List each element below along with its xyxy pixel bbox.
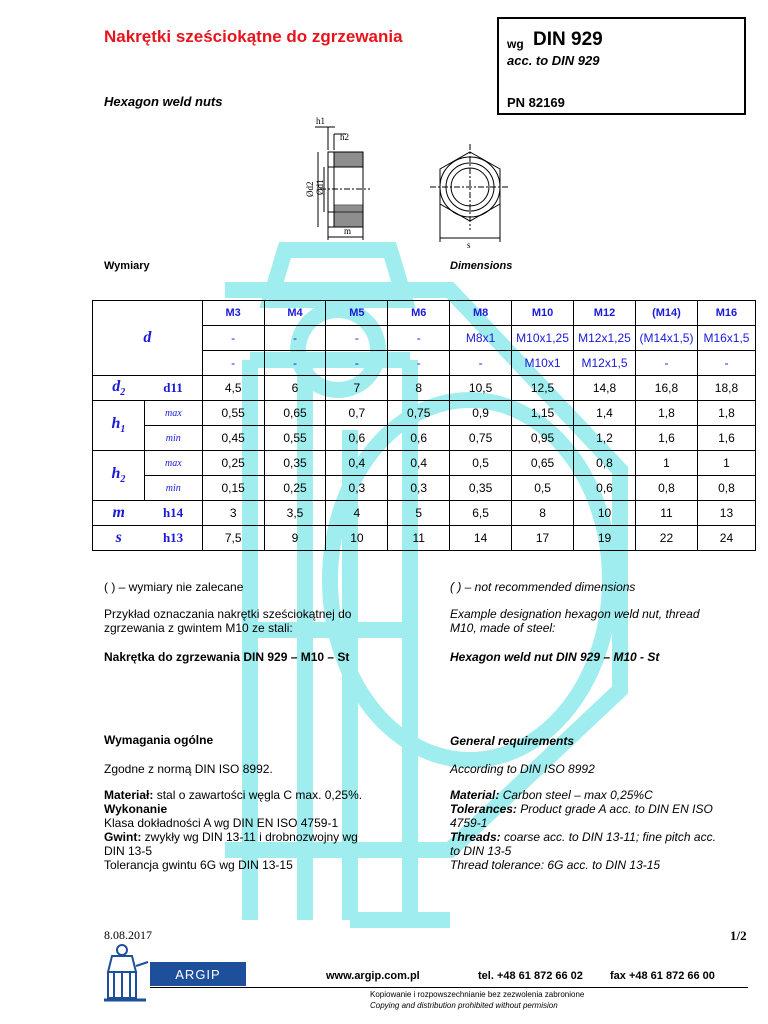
tolerance-d2: d11 (144, 376, 202, 401)
table-cell: 6 (264, 376, 326, 401)
brand-name: ARGIP (150, 962, 246, 986)
requirements-pl-block (104, 788, 434, 872)
table-cell: M8x1 (450, 326, 512, 351)
note-not-recommended-pl: ( ) – wymiary nie zalecane (104, 580, 244, 594)
table-cell: 4 (326, 501, 388, 526)
size-header: M5 (326, 301, 388, 326)
size-header: M4 (264, 301, 326, 326)
drawing-label-h2: h2 (340, 132, 349, 142)
table-cell: 7,5 (202, 526, 264, 551)
table-cell: 16,8 (635, 376, 697, 401)
size-header: M8 (450, 301, 512, 326)
thread-tolerance-en: Thread tolerance: 6G acc. to DIN 13-15 (450, 858, 661, 872)
drawing-label-m: m (344, 226, 352, 236)
copyright-pl: Kopiowanie i rozpowszechnianie bez zezwolenia zabronione (370, 990, 585, 999)
table-cell: - (635, 351, 697, 376)
table-cell: 0,75 (450, 426, 512, 451)
param-letter: h (111, 415, 121, 433)
min-label: min (144, 426, 202, 451)
table-cell: 3 (202, 501, 264, 526)
size-header: M6 (388, 301, 450, 326)
table-cell: 22 (635, 526, 697, 551)
param-d: d (93, 301, 203, 376)
table-cell: 0,8 (635, 476, 697, 501)
page-number: 1/2 (730, 928, 747, 943)
table-cell: 0,3 (326, 476, 388, 501)
param-m: m (93, 501, 145, 526)
max-label: max (144, 401, 202, 426)
klasa-pl: Klasa dokładności A wg DIN EN ISO 4759-1 (104, 816, 339, 830)
table-cell: 0,35 (450, 476, 512, 501)
table-cell: 0,4 (326, 451, 388, 476)
according-en: According to DIN ISO 8992 (450, 762, 595, 776)
table-row-h2-min (93, 476, 756, 501)
table-cell: 0,65 (264, 401, 326, 426)
table-cell: - (388, 326, 450, 351)
according-pl: Zgodne z normą DIN ISO 8992. (104, 762, 273, 776)
footer-date: 8.08.2017 (104, 928, 152, 942)
tolerances-en (450, 802, 750, 816)
table-cell: - (450, 351, 512, 376)
dimensions-label-pl: Wymiary (104, 260, 150, 272)
table-cell: 0,45 (202, 426, 264, 451)
param-sub: 2 (120, 474, 126, 486)
table-cell: 10 (574, 501, 636, 526)
table-cell: 1,4 (574, 401, 636, 426)
size-header: M3 (202, 301, 264, 326)
table-cell: M12x1,25 (574, 326, 636, 351)
requirements-heading-en: General requirements (450, 734, 575, 748)
table-cell: 6,5 (450, 501, 512, 526)
material-en (450, 788, 750, 802)
note-not-recommended-en: ( ) – not recommended dimensions (450, 580, 636, 594)
requirements-heading-pl: Wymagania ogólne (104, 733, 214, 747)
threads-en-text: coarse acc. to DIN 13-11; fine pitch acc. (500, 830, 716, 844)
table-cell: 0,8 (574, 451, 636, 476)
table-cell: 24 (697, 526, 755, 551)
table-cell: 1 (635, 451, 697, 476)
gwint-pl-line2: DIN 13-5 (104, 844, 153, 858)
table-cell: 0,25 (264, 476, 326, 501)
material-pl-text: stal o zawartości węgla C max. 0,25%. (153, 788, 363, 802)
table-cell: 0,6 (326, 426, 388, 451)
gwint-pl-text: zwykły wg DIN 13-11 i drobnozwojny wg (141, 830, 358, 844)
table-cell: - (326, 326, 388, 351)
footer-divider (150, 987, 748, 988)
fax-number: fax +48 61 872 66 00 (610, 970, 715, 982)
page-title: Nakrętki sześciokątne do zgrzewania (104, 27, 403, 46)
table-row-d2 (93, 376, 756, 401)
gwint-pl (104, 830, 434, 844)
table-cell: 0,15 (202, 476, 264, 501)
table-cell: - (697, 351, 755, 376)
table-cell: 1,2 (574, 426, 636, 451)
table-cell: 0,3 (388, 476, 450, 501)
threads-en-label: Threads: (450, 830, 501, 844)
dimensions-label-en: Dimensions (450, 260, 513, 272)
copyright-en: Copying and distribution prohibited without permision (370, 1001, 558, 1010)
table-cell: 0,6 (388, 426, 450, 451)
table-cell: 11 (388, 526, 450, 551)
material-pl-label: Materiał: (104, 788, 154, 802)
nut-drawing (290, 112, 530, 252)
tolerancja-pl: Tolerancja gwintu 6G wg DIN 13-15 (104, 858, 293, 872)
example-en-line: M10, made of steel: (450, 621, 556, 635)
table-cell: 0,95 (512, 426, 574, 451)
param-h2 (93, 451, 145, 501)
example-pl (104, 607, 351, 635)
table-cell: M16x1,5 (697, 326, 755, 351)
table-cell: 10 (326, 526, 388, 551)
material-en-label: Material: (450, 788, 500, 802)
standard-din: DIN 929 (533, 29, 603, 50)
table-cell: - (202, 351, 264, 376)
table-cell: 0,55 (264, 426, 326, 451)
standard-box (497, 17, 746, 115)
table-cell: 0,55 (202, 401, 264, 426)
phone-number: tel. +48 61 872 66 02 (478, 970, 583, 982)
table-cell: 1 (697, 451, 755, 476)
wykonanie-heading: Wykonanie (104, 802, 168, 816)
example-pl-line: Przykład oznaczania nakrętki sześciokątnej do (104, 607, 352, 621)
example-pl-line: zgrzewania z gwintem M10 ze stali: (104, 621, 293, 635)
table-cell: 0,5 (450, 451, 512, 476)
threads-en-line2: to DIN 13-5 (450, 844, 512, 858)
table-cell: 1,8 (635, 401, 697, 426)
drawing-label-h1: h1 (316, 116, 325, 126)
table-cell: 0,4 (388, 451, 450, 476)
table-row-sizes (93, 301, 756, 326)
table-cell: 10,5 (450, 376, 512, 401)
table-cell: (M14x1,5) (635, 326, 697, 351)
gwint-pl-label: Gwint: (104, 830, 142, 844)
example-en (450, 607, 700, 635)
table-cell: 0,6 (574, 476, 636, 501)
tolerance-m: h14 (144, 501, 202, 526)
table-cell: 0,35 (264, 451, 326, 476)
param-sub: 2 (120, 387, 126, 399)
table-cell: 0,5 (512, 476, 574, 501)
table-cell: 5 (388, 501, 450, 526)
param-letter: h (111, 465, 121, 483)
material-pl (104, 788, 434, 802)
param-h1 (93, 401, 145, 451)
table-cell: - (388, 351, 450, 376)
table-cell: 0,75 (388, 401, 450, 426)
designation-pl: Nakrętka do zgrzewania DIN 929 – M10 – St (104, 650, 350, 664)
requirements-en-block (450, 788, 750, 872)
table-cell: M10x1 (512, 351, 574, 376)
table-cell: 19 (574, 526, 636, 551)
param-d2 (93, 376, 145, 401)
table-cell: 0,9 (450, 401, 512, 426)
table-cell: 0,8 (697, 476, 755, 501)
size-header: M10 (512, 301, 574, 326)
standard-pn: PN 82169 (507, 95, 565, 110)
standard-wg: wg (507, 37, 524, 51)
dimensions-table (92, 300, 756, 551)
tolerances-en-line2: 4759-1 (450, 816, 488, 830)
table-cell: - (202, 326, 264, 351)
tolerances-en-text: Product grade A acc. to DIN EN ISO (516, 802, 713, 816)
table-cell: M10x1,25 (512, 326, 574, 351)
tolerance-s: h13 (144, 526, 202, 551)
param-letter: d (112, 377, 121, 395)
table-cell: 14 (450, 526, 512, 551)
table-cell: 1,8 (697, 401, 755, 426)
table-cell: 7 (326, 376, 388, 401)
table-cell: 8 (388, 376, 450, 401)
drawing-label-s: s (467, 240, 471, 250)
table-cell: 1,15 (512, 401, 574, 426)
example-en-line: Example designation hexagon weld nut, thread (450, 607, 700, 621)
table-cell: 0,65 (512, 451, 574, 476)
table-cell: 0,7 (326, 401, 388, 426)
table-cell: 11 (635, 501, 697, 526)
argip-logo (102, 942, 152, 1004)
website-link[interactable]: www.argip.com.pl (326, 970, 420, 982)
table-row-s (93, 526, 756, 551)
table-cell: - (264, 326, 326, 351)
material-en-text: Carbon steel – max 0,25%C (499, 788, 653, 802)
max-label: max (144, 451, 202, 476)
size-header: (M14) (635, 301, 697, 326)
size-header: M16 (697, 301, 755, 326)
table-row-h1-max (93, 401, 756, 426)
drawing-label-d1: Ød1 (315, 179, 325, 195)
table-cell: 14,8 (574, 376, 636, 401)
table-cell: - (326, 351, 388, 376)
table-cell: 1,6 (635, 426, 697, 451)
page-subtitle: Hexagon weld nuts (104, 94, 223, 109)
threads-en (450, 830, 750, 844)
designation-en: Hexagon weld nut DIN 929 – M10 - St (450, 650, 660, 664)
table-cell: M12x1,5 (574, 351, 636, 376)
table-row-m (93, 501, 756, 526)
min-label: min (144, 476, 202, 501)
table-cell: 18,8 (697, 376, 755, 401)
table-row-h2-max (93, 451, 756, 476)
table-cell: 12,5 (512, 376, 574, 401)
table-cell: 0,25 (202, 451, 264, 476)
table-cell: 8 (512, 501, 574, 526)
table-cell: - (264, 351, 326, 376)
table-cell: 9 (264, 526, 326, 551)
tolerances-en-label: Tolerances: (450, 802, 517, 816)
table-cell: 17 (512, 526, 574, 551)
standard-acc: acc. to DIN 929 (507, 53, 600, 68)
table-cell: 4,5 (202, 376, 264, 401)
param-s: s (93, 526, 145, 551)
size-header: M12 (574, 301, 636, 326)
drawing-label-d2: Ød2 (305, 181, 315, 197)
table-cell: 13 (697, 501, 755, 526)
param-sub: 1 (120, 424, 126, 436)
table-cell: 3,5 (264, 501, 326, 526)
table-cell: 1,6 (697, 426, 755, 451)
table-row-h1-min (93, 426, 756, 451)
